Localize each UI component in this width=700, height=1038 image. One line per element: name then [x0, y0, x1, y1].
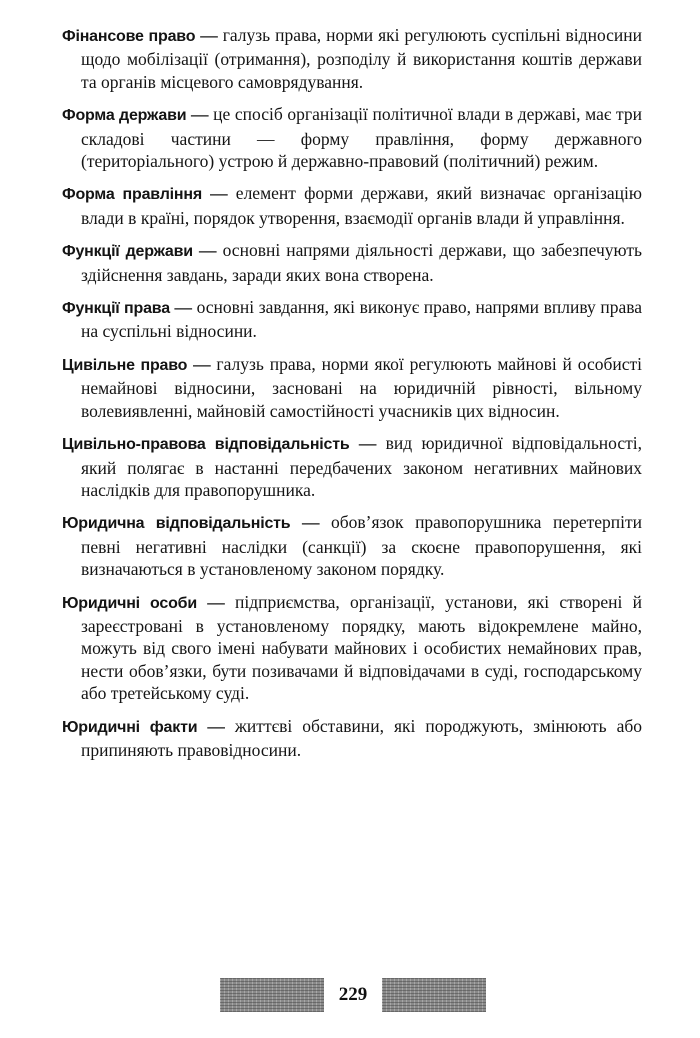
entry-term: Цивільне право — [62, 356, 188, 374]
entry-term: Форма правління — [62, 186, 202, 204]
page-footer — [220, 978, 486, 1012]
entry-definition: життєві обставини, які породжують, змінюють або припиняють правовідносини. — [81, 715, 643, 760]
glossary-entry — [62, 353, 642, 422]
glossary-entry — [62, 239, 642, 286]
entry-term: Функції держави — [62, 243, 193, 261]
entry-definition: галузь права, норми які регулюють суспільні відносини щодо мобілізації (отримання), розподілу й використання коштів держави та органів місцевого самоврядування. — [81, 25, 642, 92]
page-number: 229 — [338, 984, 368, 1005]
entry-dash: — — [193, 353, 211, 374]
entry-dash: — — [191, 104, 209, 125]
footer-bar-left — [220, 978, 324, 1012]
entry-dash: — — [301, 512, 320, 533]
entry-term: Юридичні факти — [62, 718, 198, 736]
entry-dash: — — [200, 25, 218, 45]
entry-dash: — — [199, 240, 217, 261]
entry-definition: елемент форми держави, який визначає організацію влади в країні, порядок утворення, взаємодії органів влади й управління. — [81, 183, 642, 228]
entry-term: Форма держави — [62, 107, 187, 125]
entry-term: Юридична відповідальність — [62, 515, 291, 533]
glossary-entry — [62, 591, 642, 705]
glossary-entry — [62, 182, 642, 229]
glossary-entry — [62, 511, 642, 580]
glossary-entry — [62, 24, 642, 93]
entry-definition: це спосіб організації політичної влади в державі, має три складові частини — форму правління, форму державного (територіального) устрою й державно-правовий (політичний) режим. — [81, 104, 642, 172]
entry-term: Функції права — [62, 300, 170, 318]
entry-term: Юридичні особи — [62, 594, 197, 612]
glossary-entry — [62, 715, 642, 762]
glossary-entry — [62, 432, 642, 501]
entry-dash: — — [207, 591, 225, 612]
entry-dash: — — [174, 297, 192, 318]
entry-definition: обов’язок правопорушника перетерпіти певні негативні наслідки (санкції) за скоєне правопорушення, які визначаються в установленому законом порядку. — [81, 512, 642, 580]
entry-dash: — — [358, 433, 377, 454]
glossary-entry — [62, 296, 642, 343]
entry-term: Фінансове право — [62, 28, 196, 45]
footer-bar-right — [382, 978, 486, 1012]
entry-definition: основні напрями діяльності держави, що забезпечують здійснення завдань, заради яких вона створена. — [81, 240, 643, 285]
entry-dash: — — [207, 715, 225, 736]
entry-term: Цивільно-правова відповідальність — [62, 436, 350, 454]
entry-definition: підприємства, організації, установи, які створені й зареєстровані в установленому порядку, мають відокремлене майно, можуть від свого імені набувати майнових і особистих немайнових прав, нести обов’язки, бути позивачами й відповідачами в суді, господарському або третейському суді. — [81, 591, 643, 704]
glossary — [62, 24, 642, 771]
entry-dash: — — [210, 183, 228, 204]
entry-definition: галузь права, норми якої регулюють майнові й особисті немайнові відносини, засновані на юридичній рівності, вільному волевиявленні, майновій самостійності учасників цих відносин. — [81, 353, 643, 421]
entry-definition: вид юридичної відповідальності, який полягає в настанні передбачених законом негативних майнових наслідків для правопорушника. — [81, 433, 643, 500]
entry-definition: основні завдання, які виконує право, напрями впливу права на суспільні відносини. — [81, 297, 643, 342]
glossary-entry — [62, 103, 642, 172]
